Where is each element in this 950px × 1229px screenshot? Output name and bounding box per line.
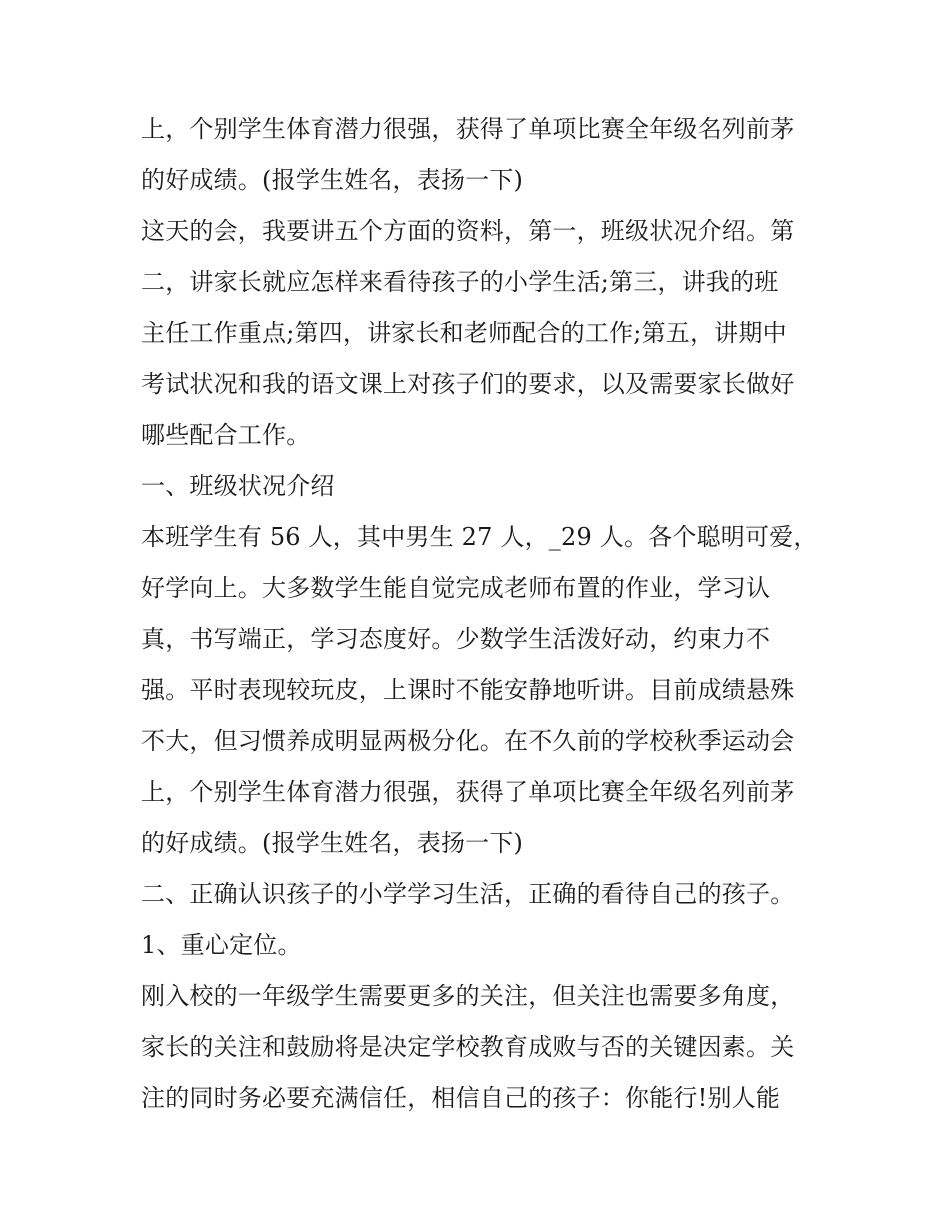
text-line: 二，讲家长就应怎样来看待孩子的小学生活;第三，讲我的班 [141, 268, 779, 296]
text-line: 强。平时表现较玩皮，上课时不能安静地听讲。目前成绩悬殊 [141, 676, 795, 704]
text-line: 好学向上。大多数学生能自觉完成老师布置的作业，学习认 [141, 574, 771, 602]
text-line: 哪些配合工作。 [141, 421, 311, 449]
section-heading: 一、班级状况介绍 [141, 472, 335, 500]
text-line: 这天的会，我要讲五个方面的资料，第一，班级状况介绍。第 [141, 217, 795, 245]
text-line: 考试状况和我的语文课上对孩子们的要求，以及需要家长做好 [141, 370, 795, 398]
text-line: 家长的关注和鼓励将是决定学校教育成败与否的关键因素。关 [141, 1033, 795, 1061]
text-line: 的好成绩。(报学生姓名，表扬一下) [141, 829, 524, 857]
text-line: 主任工作重点;第四，讲家长和老师配合的工作;第五，讲期中 [141, 319, 787, 347]
section-heading: 二、正确认识孩子的小学学习生活，正确的看待自己的孩子。 [141, 880, 795, 908]
text-line: 上，个别学生体育潜力很强，获得了单项比赛全年级名列前茅 [141, 115, 795, 143]
text-line: 真，书写端正，学习态度好。少数学生活泼好动，约束力不 [141, 625, 771, 653]
subsection-heading: 1、重心定位。 [141, 931, 302, 959]
text-line: 本班学生有 56 人，其中男生 27 人，_29 人。各个聪明可爱， [141, 523, 818, 551]
text-line: 刚入校的一年级学生需要更多的关注，但关注也需要多角度， [141, 982, 795, 1010]
text-line: 不大，但习惯养成明显两极分化。在不久前的学校秋季运动会 [141, 727, 795, 755]
text-line: 上，个别学生体育潜力很强，获得了单项比赛全年级名列前茅 [141, 778, 795, 806]
text-line: 注的同时务必要充满信任，相信自己的孩子：你能行!别人能 [141, 1084, 781, 1112]
document-body [141, 104, 821, 1124]
text-line: 的好成绩。(报学生姓名，表扬一下) [141, 166, 524, 194]
